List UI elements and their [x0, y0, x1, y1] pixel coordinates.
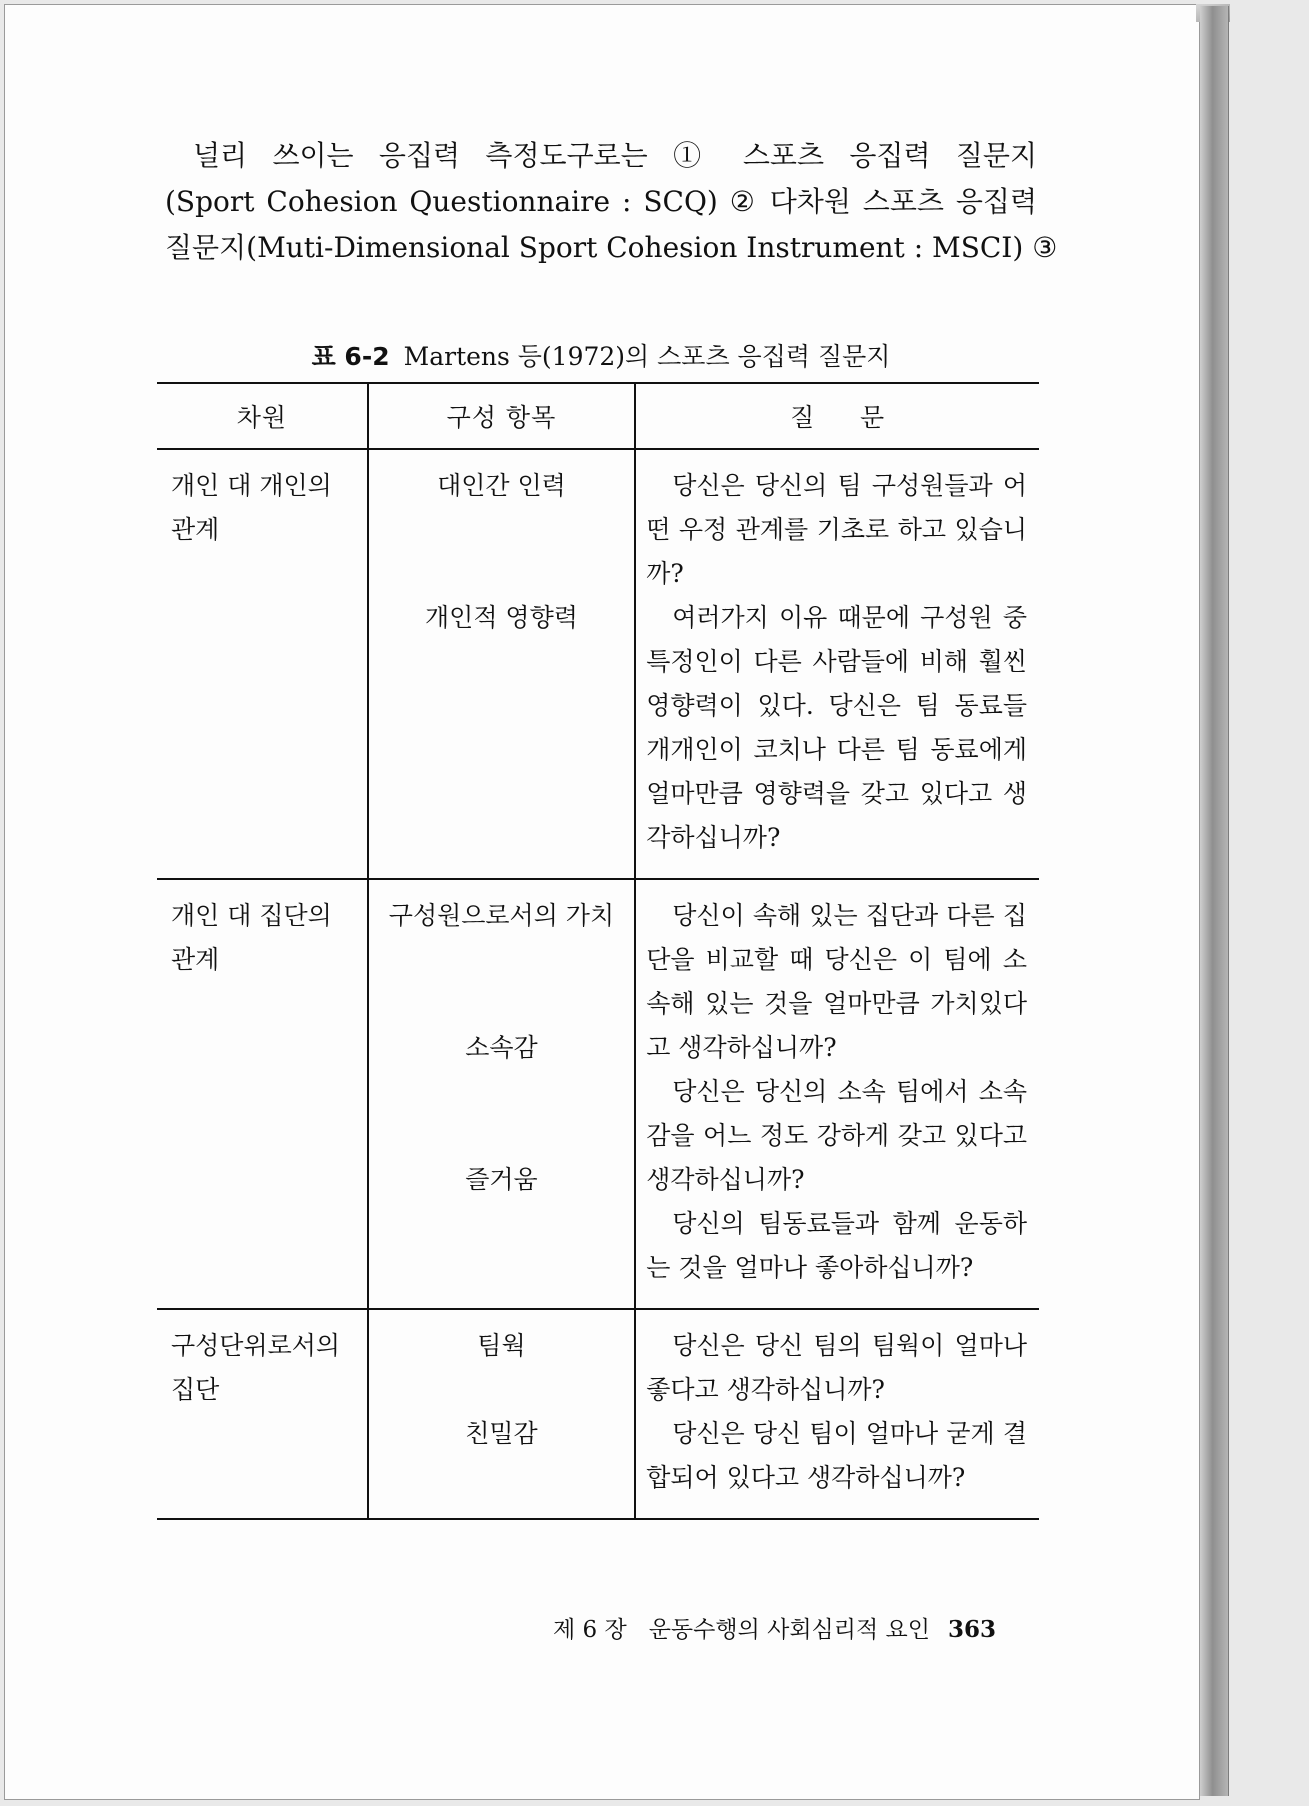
question-text: 당신은 당신 팀이 얼마나 굳게 결합되어 있다고 생각하십니까?	[646, 1419, 1027, 1492]
table-header-row	[157, 383, 1039, 449]
item-cell	[368, 879, 635, 1309]
page-stack-edge	[1200, 6, 1229, 1796]
question-text: 여러가지 이유 때문에 구성원 중 특정인이 다른 사람들에 비해 훨씬 영향력이 있다. 당신은 팀 동료들 개개인이 코치나 다른 팀 동료에게 얼마만큼 영향력을 갖고 있다고 생각하십니까?	[646, 603, 1027, 852]
header-question: 질 문	[635, 383, 1039, 449]
question-text: 당신은 당신의 팀 구성원들과 어떤 우정 관계를 기초로 하고 있습니까?	[646, 471, 1027, 588]
book-page	[4, 4, 1200, 1800]
chapter-number: 제 6 장	[553, 1617, 627, 1643]
item-cell	[368, 1309, 635, 1519]
question-text: 당신은 당신의 소속 팀에서 소속감을 어느 정도 강하게 갖고 있다고 생각하십니까?	[646, 1077, 1027, 1194]
item-label: 친밀감	[465, 1419, 538, 1448]
dimension-text: 개인 대 집단의 관계	[171, 901, 332, 974]
page-number: 363	[947, 1616, 996, 1643]
cohesion-questionnaire-table	[157, 382, 1039, 1520]
header-dimension: 차원	[157, 383, 368, 449]
item-label: 팀웍	[477, 1331, 526, 1360]
item-label: 대인간 인력	[437, 471, 566, 500]
intro-line: (Sport Cohesion Questionnaire : SCQ) ② 다차원 스포츠 응집력	[165, 185, 1037, 218]
item-label: 소속감	[465, 1033, 538, 1062]
table-number: 표 6-2	[311, 342, 390, 371]
intro-line: 질문지(Muti-Dimensional Sport Cohesion Instrument : MSCI) ③	[165, 231, 1058, 264]
question-text: 당신의 팀동료들과 함께 운동하는 것을 얼마나 좋아하십니까?	[646, 1209, 1027, 1282]
question-cell	[635, 879, 1039, 1309]
table-row	[157, 449, 1039, 879]
page-footer	[553, 1611, 996, 1644]
question-cell	[635, 1309, 1039, 1519]
dimension-text: 구성단위로서의 집단	[171, 1331, 341, 1404]
chapter-title: 운동수행의 사회심리적 요인	[648, 1617, 930, 1643]
question-text: 당신은 당신 팀의 팀웍이 얼마나 좋다고 생각하십니까?	[646, 1331, 1027, 1404]
item-label: 즐거움	[465, 1165, 538, 1194]
header-item: 구성 항목	[368, 383, 635, 449]
dimension-text: 개인 대 개인의 관계	[171, 471, 332, 544]
item-label: 구성원으로서의 가치	[388, 901, 615, 930]
table-caption	[165, 337, 1037, 373]
dimension-cell	[157, 879, 368, 1309]
intro-line: 널리 쓰이는 응집력 측정도구로는 ① 스포츠 응집력 질문지	[193, 139, 1037, 172]
item-label: 개인적 영향력	[425, 603, 578, 632]
dimension-cell	[157, 1309, 368, 1519]
table-row	[157, 1309, 1039, 1519]
question-cell	[635, 449, 1039, 879]
table-title: Martens 등(1972)의 스포츠 응집력 질문지	[403, 342, 891, 371]
dimension-cell	[157, 449, 368, 879]
table-row	[157, 879, 1039, 1309]
question-text: 당신이 속해 있는 집단과 다른 집단을 비교할 때 당신은 이 팀에 소속해 있는 것을 얼마만큼 가치있다고 생각하십니까?	[646, 901, 1027, 1062]
item-cell	[368, 449, 635, 879]
intro-paragraph	[165, 133, 1058, 271]
